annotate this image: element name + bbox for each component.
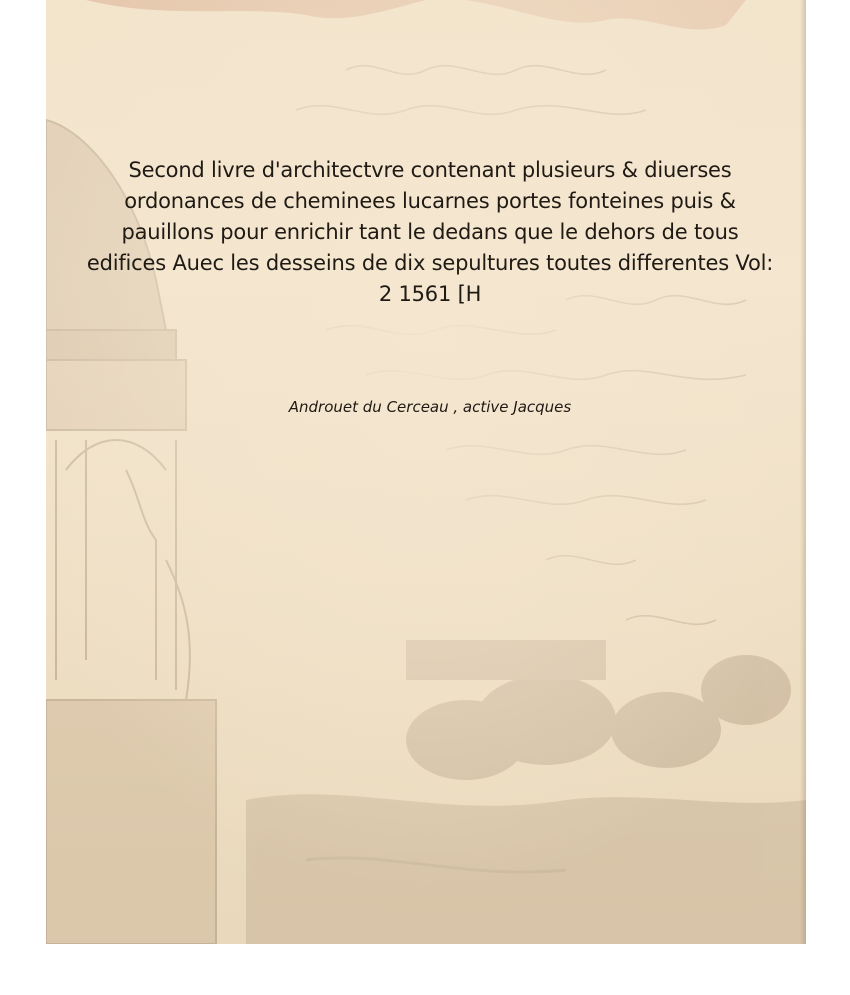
book-title: Second livre d'architectvre contenant plusieurs & diuerses ordonances de cheminees lucarnes portes fonteines puis & pauillons pour enrichir tant le dedans que le dehors de tous edifices Auec les desseins de dix sepultures toutes differentes Vol: 2 1561 [H	[86, 158, 774, 306]
background-engraving-illustration	[46, 0, 806, 944]
book-author: Androuet du Cerceau , active Jacques	[288, 398, 572, 416]
cover-edge-shadow	[800, 0, 806, 944]
book-cover	[46, 0, 806, 944]
